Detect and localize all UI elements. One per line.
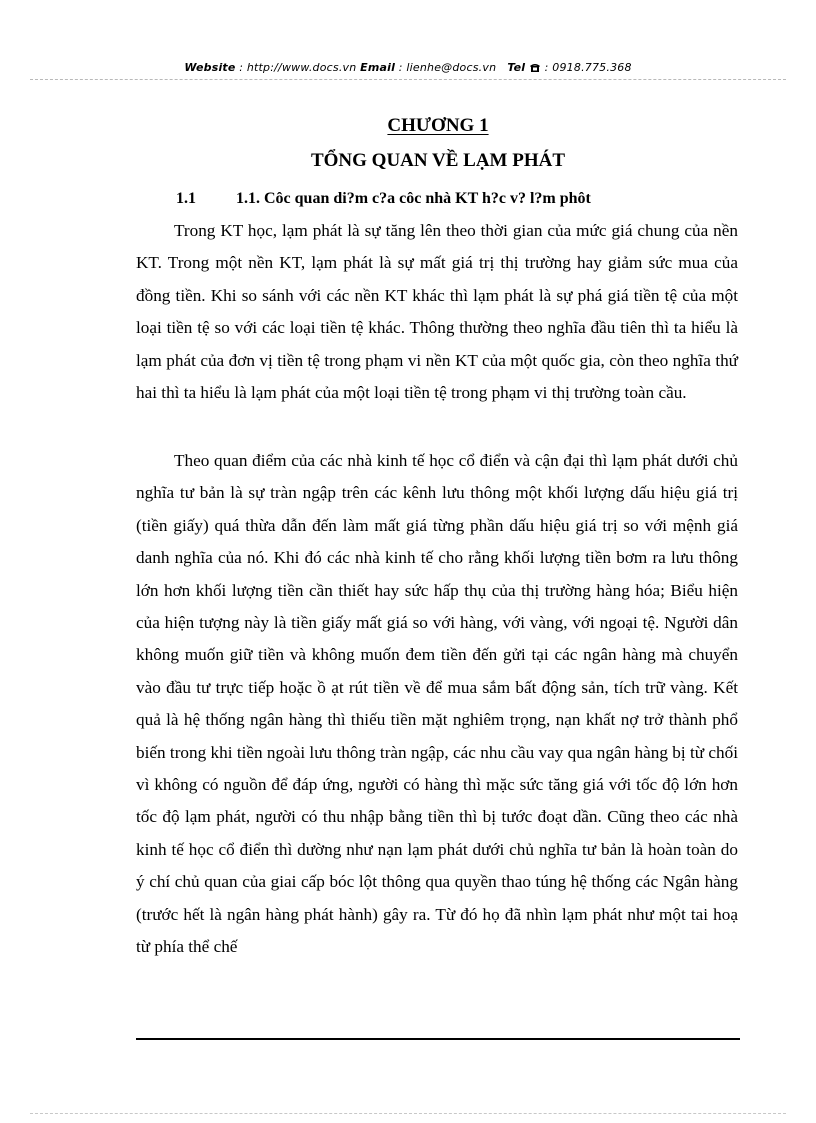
footer-divider <box>136 1038 740 1040</box>
website-url[interactable]: http://www.docs.vn <box>246 61 357 74</box>
tel-label: Tel <box>507 61 526 74</box>
header-divider <box>30 79 786 80</box>
tel-separator: : <box>540 61 553 74</box>
email-label: Email <box>360 61 396 74</box>
tel-number: 0918.775.368 <box>552 61 632 74</box>
email-separator: : <box>395 61 407 74</box>
bottom-divider <box>30 1113 786 1114</box>
page-header <box>0 61 816 74</box>
section-title: 1.1. Côc quan di?m c?a côc nhà KT h?c v? l?m phôt <box>236 190 591 207</box>
website-separator: : <box>235 61 247 74</box>
section-number: 1.1 <box>176 190 196 207</box>
website-label: Website <box>184 61 236 74</box>
section-heading <box>176 190 591 208</box>
chapter-title: TỔNG QUAN VỀ LẠM PHÁT <box>310 150 566 171</box>
paragraph-1: Trong KT học, lạm phát là sự tăng lên theo thời gian của mức giá chung của nền KT. Trong một nền KT, lạm phát là sự mất giá trị thị trường hay giảm sức mua của đồng tiền. Khi so sánh với các nền KT khác thì lạm phát là sự phá giá tiền tệ của một loại tiền tệ so với các loại tiền tệ khác. Thông thường theo nghĩa đầu tiên thì ta hiểu là lạm phát của đơn vị tiền tệ trong phạm vi nền KT của một quốc gia, còn theo nghĩa thứ hai thì ta hiểu là lạm phát của một loại tiền tệ trong phạm vi thị trường toàn cầu. <box>136 221 738 403</box>
phone-icon <box>530 63 540 72</box>
paragraph-2: Theo quan điểm của các nhà kinh tế học cổ điển và cận đại thì lạm phát dưới chủ nghĩa tư bản là sự tràn ngập trên các kênh lưu thông một khối lượng dấu hiệu giá trị (tiền giấy) quá thừa dẫn đến làm mất giá từng phần dấu hiệu giá trị so với mệnh giá danh nghĩa của nó. Khi đó các nhà kinh tế cho rằng khối lượng tiền bơm ra lưu thông lớn hơn khối lượng tiền cần thiết hay sức hấp thụ của thị trường hàng hóa; Biểu hiện của hiện tượng này là tiền giấy mất giá so với hàng, với vàng, với ngoại tệ. Người dân không muốn giữ tiền và không muốn đem tiền đến gửi tại các ngân hàng mà chuyển vào đầu tư trực tiếp hoặc ồ ạt rút tiền về để mua sắm bất động sản, tích trữ vàng. Kết quả là hệ thống ngân hàng thì thiếu tiền mặt nghiêm trọng, nạn khất nợ trở thành phổ biến trong khi tiền ngoài lưu thông tràn ngập, các nhu cầu vay qua ngân hàng bị từ chối vì không có nguồn để đáp ứng, người có hàng thì mặc sức tăng giá với tốc độ lớn hơn tốc độ lạm phát, người có thu nhập bằng tiền thì bị tước đoạt dần. Cũng theo các nhà kinh tế học cổ điển thì dường như nạn lạm phát dưới chủ nghĩa tư bản là hoàn toàn do ý chí chủ quan của giai cấp bóc lột thông qua quyền thao túng hệ thống các Ngân hàng (trước hết là ngân hàng phát hành) gây ra. Từ đó họ đã nhìn lạm phát như một tai hoạ từ phía thể chế <box>136 451 738 957</box>
email-address[interactable]: lienhe@docs.vn <box>406 61 497 74</box>
chapter-label: CHƯƠNG 1 <box>387 115 489 136</box>
